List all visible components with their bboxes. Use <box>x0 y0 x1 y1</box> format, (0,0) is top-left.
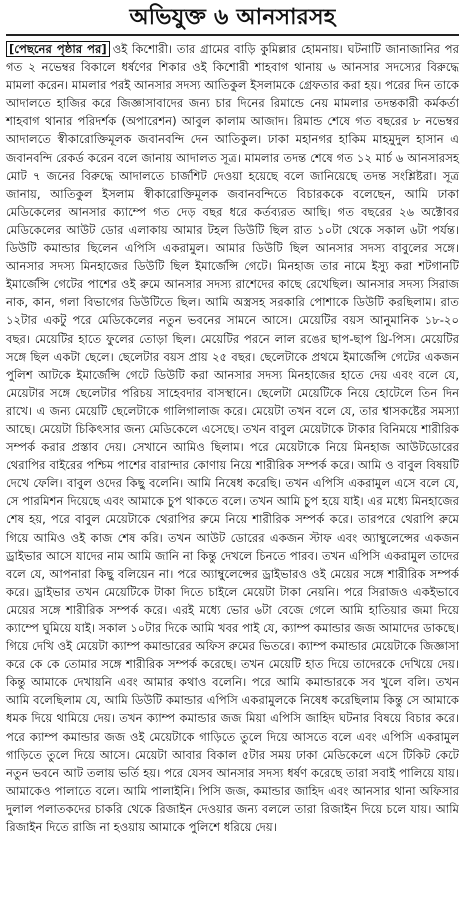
article-body <box>6 40 459 836</box>
headline-divider <box>6 34 459 36</box>
article-text: ওই কিশোরী। তার গ্রামের বাড়ি কুমিল্লার হোমনায়। ঘটনাটি জানাজানির পর গত ২ নভেম্বর বিকালে ধর্ষণের শিকার ওই কিশোরী শাহবাগ থানায় ৬ আনসার সদস্যের বিরুদ্ধে মামলা করেন। মামলার পরই আনসার সদস্য আতিকুল ইসলামকে গ্রেফতার করা হয়। পরের দিন তাকে আদালতে হাজির করে জিজ্ঞাসাবাদের জন্য চার দিনের রিমান্ডে নেয় মামলার তদন্তকারী কর্মকর্তা শাহবাগ থানার পরিদর্শক (অপারেশন) আবুল কালাম আজাদ। রিমান্ড শেষে গত বছরের ৮ নভেম্বর আদালতে স্বীকারোক্তিমূলক জবানবন্দি দেন আতিকুল। ঢাকা মহানগর হাকিম মাহমুদুল হাসান এ জবানবন্দি রেকর্ড করেন বলে জানায় আদালত সূত্র। মামলার তদন্ত শেষে গত ১২ মার্চ ৬ আনসারসহ মোট ৭ জনের বিরুদ্ধে আদালতে চার্জশিট দেওয়া হয়েছে বলে জানিয়েছে তদন্ত সংশ্লিষ্টরা। সূত্র জানায়, আতিকুল ইসলাম স্বীকারোক্তিমূলক জবানবন্দিতে বিচারককে বলেছেন, আমি ঢাকা মেডিকেলের আনসার ক্যাম্পে গত দেড় বছর ধরে কর্তব্যরত আছি। গত বছরের ২৬ অক্টোবর মেডিকেলের আউট ডোর এলাকায় আমার টহল ডিউটি ছিল রাত ১০টা থেকে সকাল ৬টা পর্যন্ত। ডিউটি কমান্ডার ছিলেন এপিসি একরামুল। আমার ডিউটি ছিল আনসার সদস্য বাবুলের সঙ্গে। আনসার সদস্য মিনহাজের ডিউটি ছিল ইমার্জেন্সি গেটে। মিনহাজ তার নামে ইস্যু করা শটগানটি ইমার্জেন্সি গেটের পাশের ওই রুমে আনসার সদস্য রাশেদের কাছে রেখেছিল। আনসার সদস্য সিরাজ নাক, কান, গলা বিভাগের ডিউটিতে ছিল। আমি অস্ত্রসহ সরকারি পোশাকে ডিউটি করছিলাম। রাত ১২টার একটু পরে মেডিকেলের নতুন ভবনের সামনে আসে। মেয়েটির বয়স আনুমানিক ১৮-২০ বছর। মেয়েটির হাতে ফুলের তোড়া ছিল। মেয়েটির পরনে লাল রঙের ছাপ-ছাপ থ্রি-পিস। মেয়েটির সঙ্গে ছিল একটা ছেলে। ছেলেটার বয়স প্রায় ২৫ বছর। ছেলেটাকে প্রথমে ইমার্জেন্সি গেটের একজন পুলিশ আটকে ইমার্জেন্সি গেটে ডিউটি করা আনসার সদস্য মিনহাজের হাতে দেয় এবং বলে যে, মেয়েটার সঙ্গে ছেলেটার পরিচয় সাহেবদার বাসস্থানে। ছেলেটা মেয়েটিকে নিয়ে হোটেলে তিন দিন রাখে। এ জন্য মেয়েটি ছেলেটাকে গালিগালাজ করে। মেয়েটা তখন বলে যে, তার শ্বাসকষ্টের সমস্যা আছে। মেয়েটা চিকিৎসার জন্য মেডিকেলে এসেছে। তখন বাবুল মেয়েটাকে টাকার বিনিময়ে শারীরিক সম্পর্ক করার প্রস্তাব দেয়। সেখানে আমিও ছিলাম। পরে মেয়েটাকে নিয়ে মিনহাজ আউটডোরের থেরাপির বাইরের পশ্চিম পাশের বারান্দার কোণায় নিয়ে শারীরিক সম্পর্ক করে। আমি ও বাবুল বিষয়টি দেখে ফেলি। বাবুল ওদের কিছু বলেনি। আমি নিষেধ করেছি। তখন এপিসি একরামুল এসে বলে যে, সে পারমিশন দিয়েছে এবং আমাকে চুপ থাকতে বলে। তখন আমি চুপ হয়ে যাই। এর মধ্যে মিনহাজের শেষ হয়, পরে বাবুল মেয়েটাকে থেরাপির রুমে নিয়ে শারীরিক সম্পর্ক করে। তারপরে থেরাপি রুমে গিয়ে আমিও ওই কাজ শেষ করি। তখন আউট ডোরের একজন স্টাফ এবং অ্যাম্বুলেন্সের একজন ড্রাইভার আসে যাদের নাম আমি জানি না কিন্তু দেখলে চিনতে পারব। তখন এপিসি একরামুল তাদের বলে যে, আপনারা কিছু বলিয়েন না। পরে অ্যাম্বুলেন্সের ড্রাইভারও ওই মেয়ের সঙ্গে শারীরিক সম্পর্ক করে। ড্রাইভার তখন মেয়েটিকে টাকা দিতে চাইলে মেয়েটা টাকা নেয়নি। পরে সিরাজও একইভাবে মেয়ের সঙ্গে শারীরিক সম্পর্ক করে। এরই মধ্যে ভোর ৬টা বেজে গেলে আমি হাতিয়ার জমা দিয়ে ক্যাম্পে ঘুমিয়ে যাই। সকাল ১০টার দিকে আমি খবর পাই যে, ক্যাম্প কমান্ডার জজ আমাদের ডাকছে। গিয়ে দেখি ওই মেয়েটা ক্যাম্প কমান্ডারের অফিস রুমের ভিতরে। ক্যাম্প কমান্ডার মেয়েটাকে জিজ্ঞাসা করে কে কে তোমার সঙ্গে শারীরিক সম্পর্ক করেছে। তখন মেয়েটি হাত দিয়ে তাদেরকে দেখিয়ে দেয়। কিন্তু আমাকে দেখায়নি এবং আমার কথাও বলেনি। পরে আমি কমান্ডারকে সব খুলে বলি। তখন আমি বলেছিলাম যে, আমি ডিউটি কমান্ডার এপিসি একরামুলকে নিষেধ করেছিলাম কিন্তু সে আমাকে ধমক দিয়ে থামিয়ে দেয়। তখন ক্যাম্প কমান্ডার জজ মিয়া এপিসি জাহিদ ঘটনার বিষয়ে বিচার করে। পরে ক্যাম্প কমান্ডার জজ ওই মেয়েটাকে গাড়িতে তুলে দিয়ে আসতে বলে এবং এপিসি একরামুল গাড়িতে তুলে দিয়ে আসে। মেয়েটা আবার বিকাল ৫টার সময় ঢাকা মেডিকেলে এসে টিকিট কেটে নতুন ভবনে আট তলায় ভর্তি হয়। পরে যেসব আনসার সদস্য ধর্ষণ করেছে তারা সবাই পালিয়ে যায়। আমাকেও পালাতে বলে। আমি পালাইনি। পিসি জজ, কমান্ডার জাহিদ এবং আনসার থানা অফিসার দুলাল পলাতকদের চাকরি থেকে রিজাইন দেওয়ার জন্য বললে তারা রিজাইন দিয়ে চলে যায়। আমি রিজাইন দিতে রাজি না হওয়ায় আমাকে পুলিশে ধরিয়ে দেয়। <box>6 42 459 835</box>
article-headline: অভিযুক্ত ৬ আনসারসহ <box>129 5 336 30</box>
continuation-label: [পেছনের পৃষ্ঠার পর] <box>6 41 110 57</box>
